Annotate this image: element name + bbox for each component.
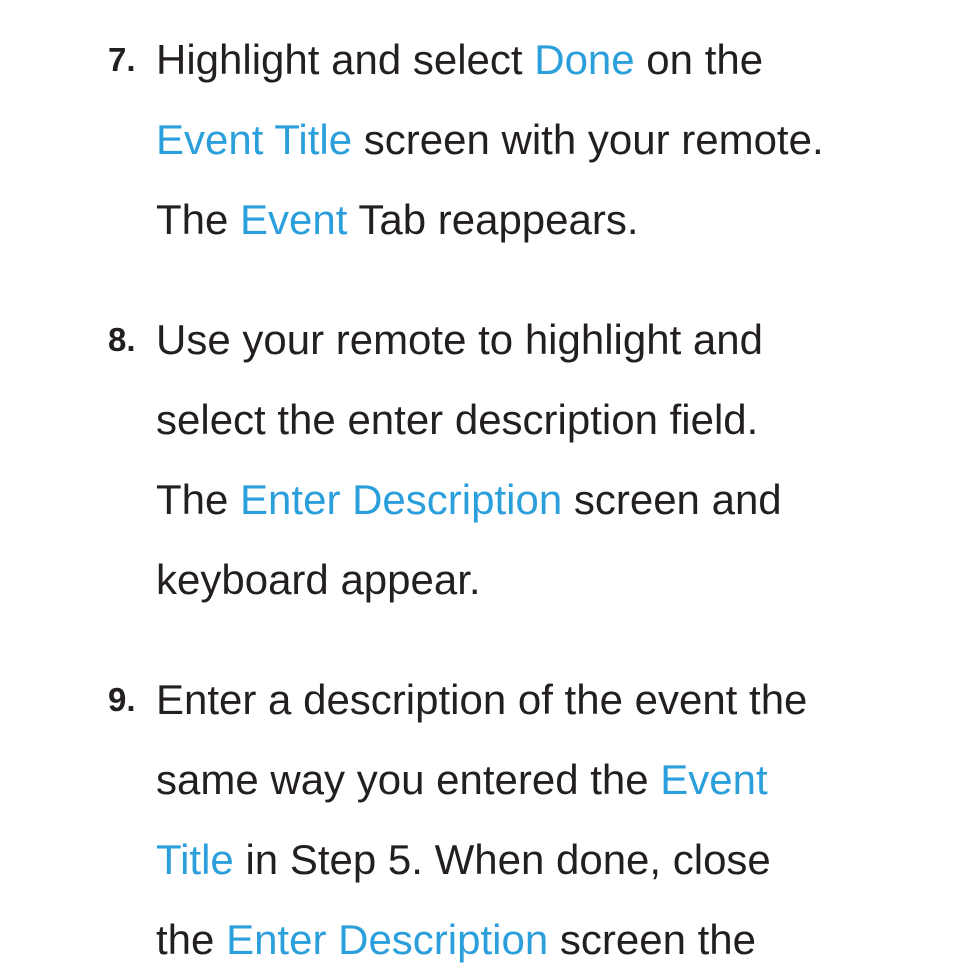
text-line (156, 740, 946, 820)
text-segment: Highlight and select (156, 36, 535, 83)
text-segment: The (156, 196, 241, 243)
text-segment: screen with your remote. (352, 116, 824, 163)
text-segment: Enter a description of the event the (156, 676, 808, 723)
step-text (156, 660, 946, 980)
step-number: 8. (108, 321, 136, 358)
step-text (156, 20, 946, 260)
text-line (156, 660, 946, 740)
highlighted-term: Enter Description (226, 916, 549, 963)
text-segment: the (156, 916, 227, 963)
text-segment: Use your remote to highlight and (156, 316, 764, 363)
step-number: 7. (108, 41, 136, 78)
text-segment: on the (634, 36, 764, 83)
highlighted-term: Event (660, 756, 768, 803)
text-line (156, 20, 946, 100)
text-line (156, 100, 946, 180)
text-line (156, 180, 946, 260)
text-segment: in Step 5. When done, close (233, 836, 771, 883)
text-line (156, 300, 946, 380)
text-segment: keyboard appear. (156, 556, 481, 603)
text-segment: same way you entered the (156, 756, 661, 803)
highlighted-term: Event (240, 196, 348, 243)
text-line (156, 540, 946, 620)
highlighted-term: Event Title (156, 116, 353, 163)
highlighted-term: Title (156, 836, 234, 883)
highlighted-term: Done (534, 36, 635, 83)
text-segment: screen the (548, 916, 756, 963)
text-segment: screen and (562, 476, 782, 523)
step-text (156, 300, 946, 620)
text-line (156, 460, 946, 540)
highlighted-term: Enter Description (240, 476, 563, 523)
text-segment: Tab reappears. (347, 196, 639, 243)
text-line (156, 820, 946, 900)
step-number: 9. (108, 681, 136, 718)
text-segment: The (156, 476, 241, 523)
text-segment: select the enter description field. (156, 396, 759, 443)
text-line (156, 380, 946, 460)
text-line (156, 900, 946, 980)
